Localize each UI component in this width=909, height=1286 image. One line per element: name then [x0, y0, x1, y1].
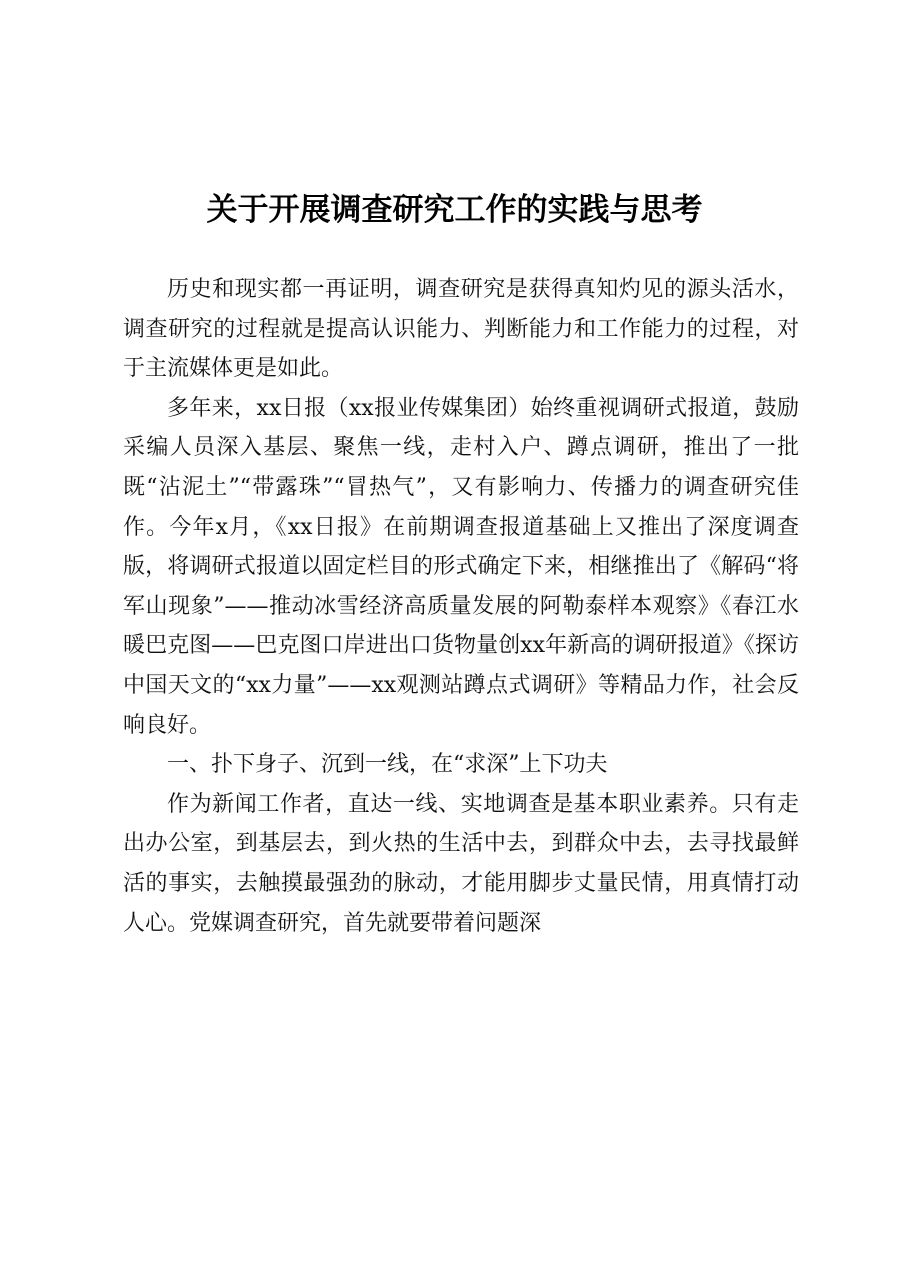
section-heading-1: 一、扑下身子、沉到一线，在“求深”上下功夫 — [167, 752, 608, 778]
paragraph-intro: 历史和现实都一再证明，调查研究是获得真知灼见的源头活水，调查研究的过程就是提高认识能力、判断能力和工作能力的过程，对于主流媒体更是如此。 — [123, 277, 799, 382]
document-body — [123, 270, 799, 943]
paragraph-section-1: 作为新闻工作者，直达一线、实地调查是基本职业素养。只有走出办公室，到基层去，到火热的生活中去，到群众中去，去寻找最鲜活的事实，去触摸最强劲的脉动，才能用脚步丈量民情，用真情打动人心。党媒调查研究，首先就要带着问题深 — [123, 791, 799, 936]
paragraph-background: 多年来，xx日报（xx报业传媒集团）始终重视调研式报道，鼓励采编人员深入基层、聚焦一线，走村入户、蹲点调研，推出了一批既“沾泥土”“带露珠”“冒热气”，又有影响力、传播力的调查研究佳作。今年x月，《xx日报》在前期调查报道基础上又推出了深度调查版，将调研式报道以固定栏目的形式确定下来，相继推出了《解码“将军山现象”——推动冰雪经济高质量发展的阿勒泰样本观察》《春江水暖巴克图——巴克图口岸进出口货物量创xx年新高的调研报道》《探访中国天文的“xx力量”——xx观测站蹲点式调研》等精品力作，社会反响良好。 — [123, 395, 799, 738]
document-title: 关于开展调查研究工作的实践与思考 — [206, 192, 703, 228]
